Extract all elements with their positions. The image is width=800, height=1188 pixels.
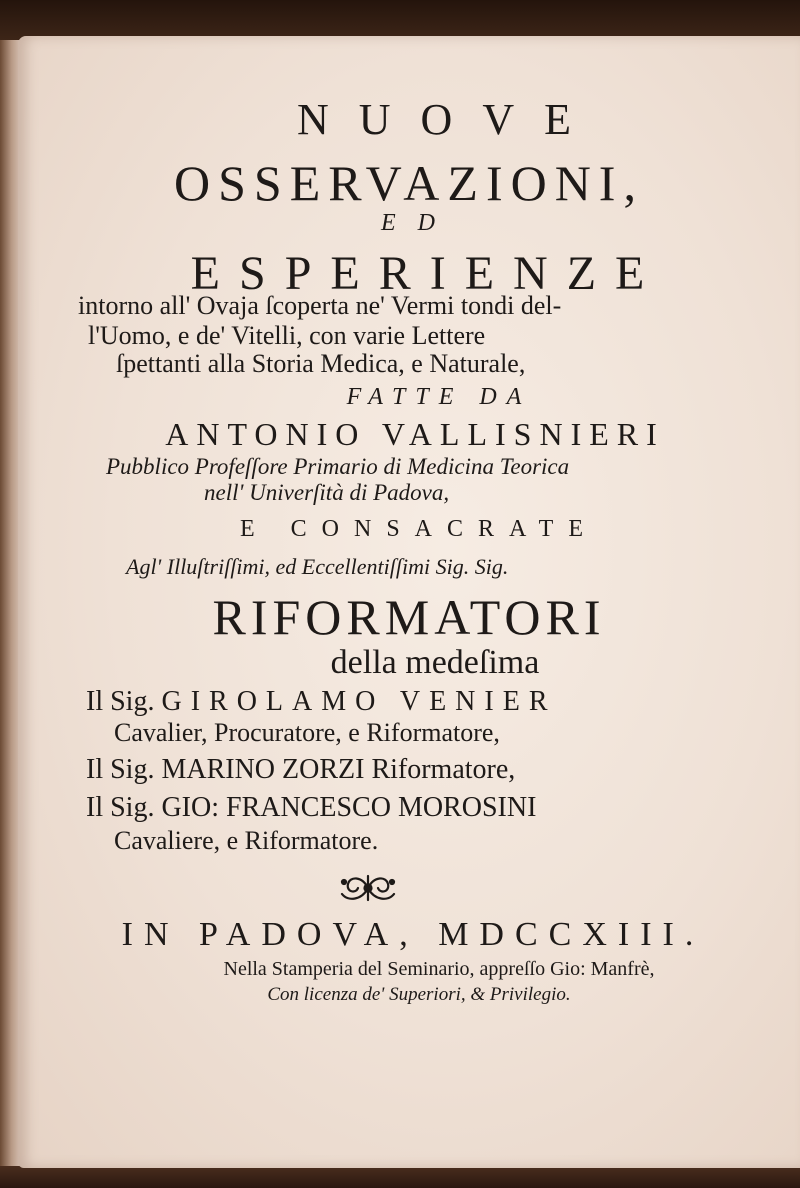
- morosini-title: Cavaliere, e Riformatore.: [114, 826, 379, 855]
- title-page: [18, 36, 800, 1168]
- floral-fleuron-icon: [336, 870, 400, 906]
- subtitle-line-3: ſpettanti alla Storia Medica, e Naturale,: [116, 349, 526, 378]
- author-title-2: nell' Univerſità di Padova,: [204, 480, 450, 505]
- book-binding-bottom: [0, 1166, 800, 1188]
- dedication-line: Agl' Illuſtriſſimi, ed Eccellentiſſimi Sig. Sig.: [126, 554, 509, 579]
- subtitle-line-2: l'Uomo, e de' Vitelli, con varie Lettere: [88, 321, 486, 350]
- dedicatee-morosini: Il Sig. GIO: FRANCESCO MOROSINI: [86, 792, 537, 823]
- dedicatee-venier: [86, 686, 557, 718]
- consacrate: E CONSACRATE: [239, 516, 599, 542]
- venier-name: GIROLAMO VENIER: [161, 686, 557, 717]
- imprint-place: IN PADOVA, MDCCXIII.: [121, 916, 705, 953]
- venier-title: Cavalier, Procuratore, e Riformatore,: [114, 718, 500, 747]
- riformatori-heading: RIFORMATORI: [212, 589, 606, 645]
- venier-prefix: Il Sig.: [86, 686, 155, 717]
- title-osservazioni: OSSERVAZIONI,: [174, 155, 644, 211]
- subtitle-line-1: intorno all' Ovaja ſcoperta ne' Vermi tondi del-: [78, 291, 562, 320]
- author-name: ANTONIO VALLISNIERI: [165, 416, 665, 452]
- dedicatee-zorzi: Il Sig. MARINO ZORZI Riformatore,: [86, 754, 516, 785]
- title-nuove: NUOVE: [297, 95, 601, 144]
- title-ed: ED: [381, 210, 457, 236]
- title-esperienze: ESPERIENZE: [190, 247, 664, 300]
- imprint-license: Con licenza de' Superiori, & Privilegio.: [267, 984, 571, 1005]
- author-title-1: Pubblico Profeſſore Primario di Medicina Teorica: [106, 454, 570, 479]
- fatte-da: FATTE DA: [346, 384, 532, 410]
- della-medesima: della medeſima: [330, 644, 540, 681]
- imprint-printer: Nella Stamperia del Seminario, appreſſo Gio: Manfrè,: [223, 958, 655, 980]
